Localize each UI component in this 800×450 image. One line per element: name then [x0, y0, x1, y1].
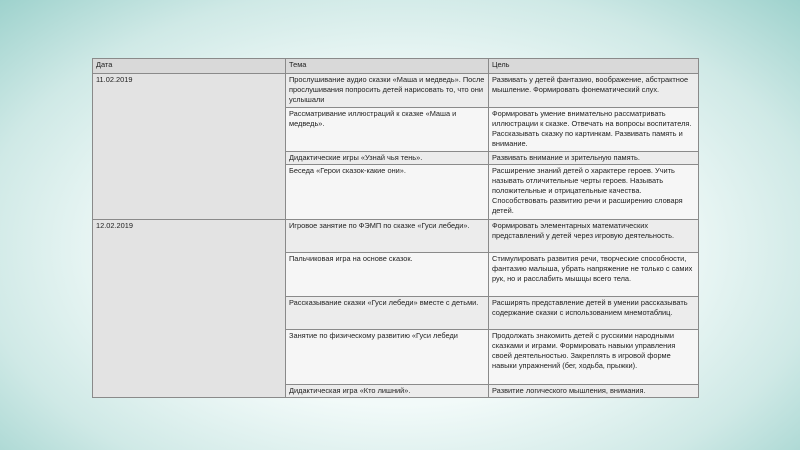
goal-cell: Стимулировать развития речи, творческие способности, фантазию малыша, убрать напряжение не только с самих рук, но и расслабить мышцы всего тела.	[489, 253, 699, 297]
date-cell: 11.02.2019	[93, 74, 286, 220]
goal-cell: Расширение знаний детей о характере героев. Учить называть отличительные черты героев. Называть положительные и отрицательные качества. Способствовать развитию речи и расширению словаря детей.	[489, 165, 699, 220]
date-cell: 12.02.2019	[93, 220, 286, 398]
goal-cell: Формировать умение внимательно рассматривать иллюстрации к сказке. Отвечать на вопросы воспитателя. Рассказывать сказку по картинкам. Развивать память и внимание.	[489, 108, 699, 152]
topic-cell: Игровое занятие по ФЭМП по сказке «Гуси лебеди».	[286, 220, 489, 253]
header-goal: Цель	[489, 59, 699, 74]
topic-cell: Занятие по физическому развитию «Гуси лебеди	[286, 330, 489, 385]
table-row	[93, 220, 699, 253]
table-row	[93, 74, 699, 108]
topic-cell: Прослушивание аудио сказки «Маша и медведь». После прослушивания попросить детей нарисовать то, что они услышали	[286, 74, 489, 108]
goal-cell: Расширять представление детей в умении рассказывать содержание сказки с использованием мнемотаблиц.	[489, 297, 699, 330]
header-topic: Тема	[286, 59, 489, 74]
goal-cell: Продолжать знакомить детей с русскими народными сказками и играми. Формировать навыки управления своей деятельностью. Закреплять в игровой форме навыки упражнений (бег, ходьба, прыжки).	[489, 330, 699, 385]
goal-cell: Развитие логического мышления, внимания.	[489, 385, 699, 398]
topic-cell: Пальчиковая игра на основе сказок.	[286, 253, 489, 297]
goal-cell: Развивать у детей фантазию, воображение, абстрактное мышление. Формировать фонематический слух.	[489, 74, 699, 108]
plan-table	[92, 58, 699, 398]
topic-cell: Дидактические игры «Узнай чья тень».	[286, 152, 489, 165]
topic-cell: Дидактическая игра «Кто лишний».	[286, 385, 489, 398]
goal-cell: Развивать внимание и зрительную память.	[489, 152, 699, 165]
topic-cell: Рассматривание иллюстраций к сказке «Маша и медведь».	[286, 108, 489, 152]
topic-cell: Рассказывание сказки «Гуси лебеди» вместе с детьми.	[286, 297, 489, 330]
table-header-row	[93, 59, 699, 74]
header-date: Дата	[93, 59, 286, 74]
topic-cell: Беседа «Герои сказок-какие они».	[286, 165, 489, 220]
goal-cell: Формировать элементарных математических представлений у детей через игровую деятельность.	[489, 220, 699, 253]
